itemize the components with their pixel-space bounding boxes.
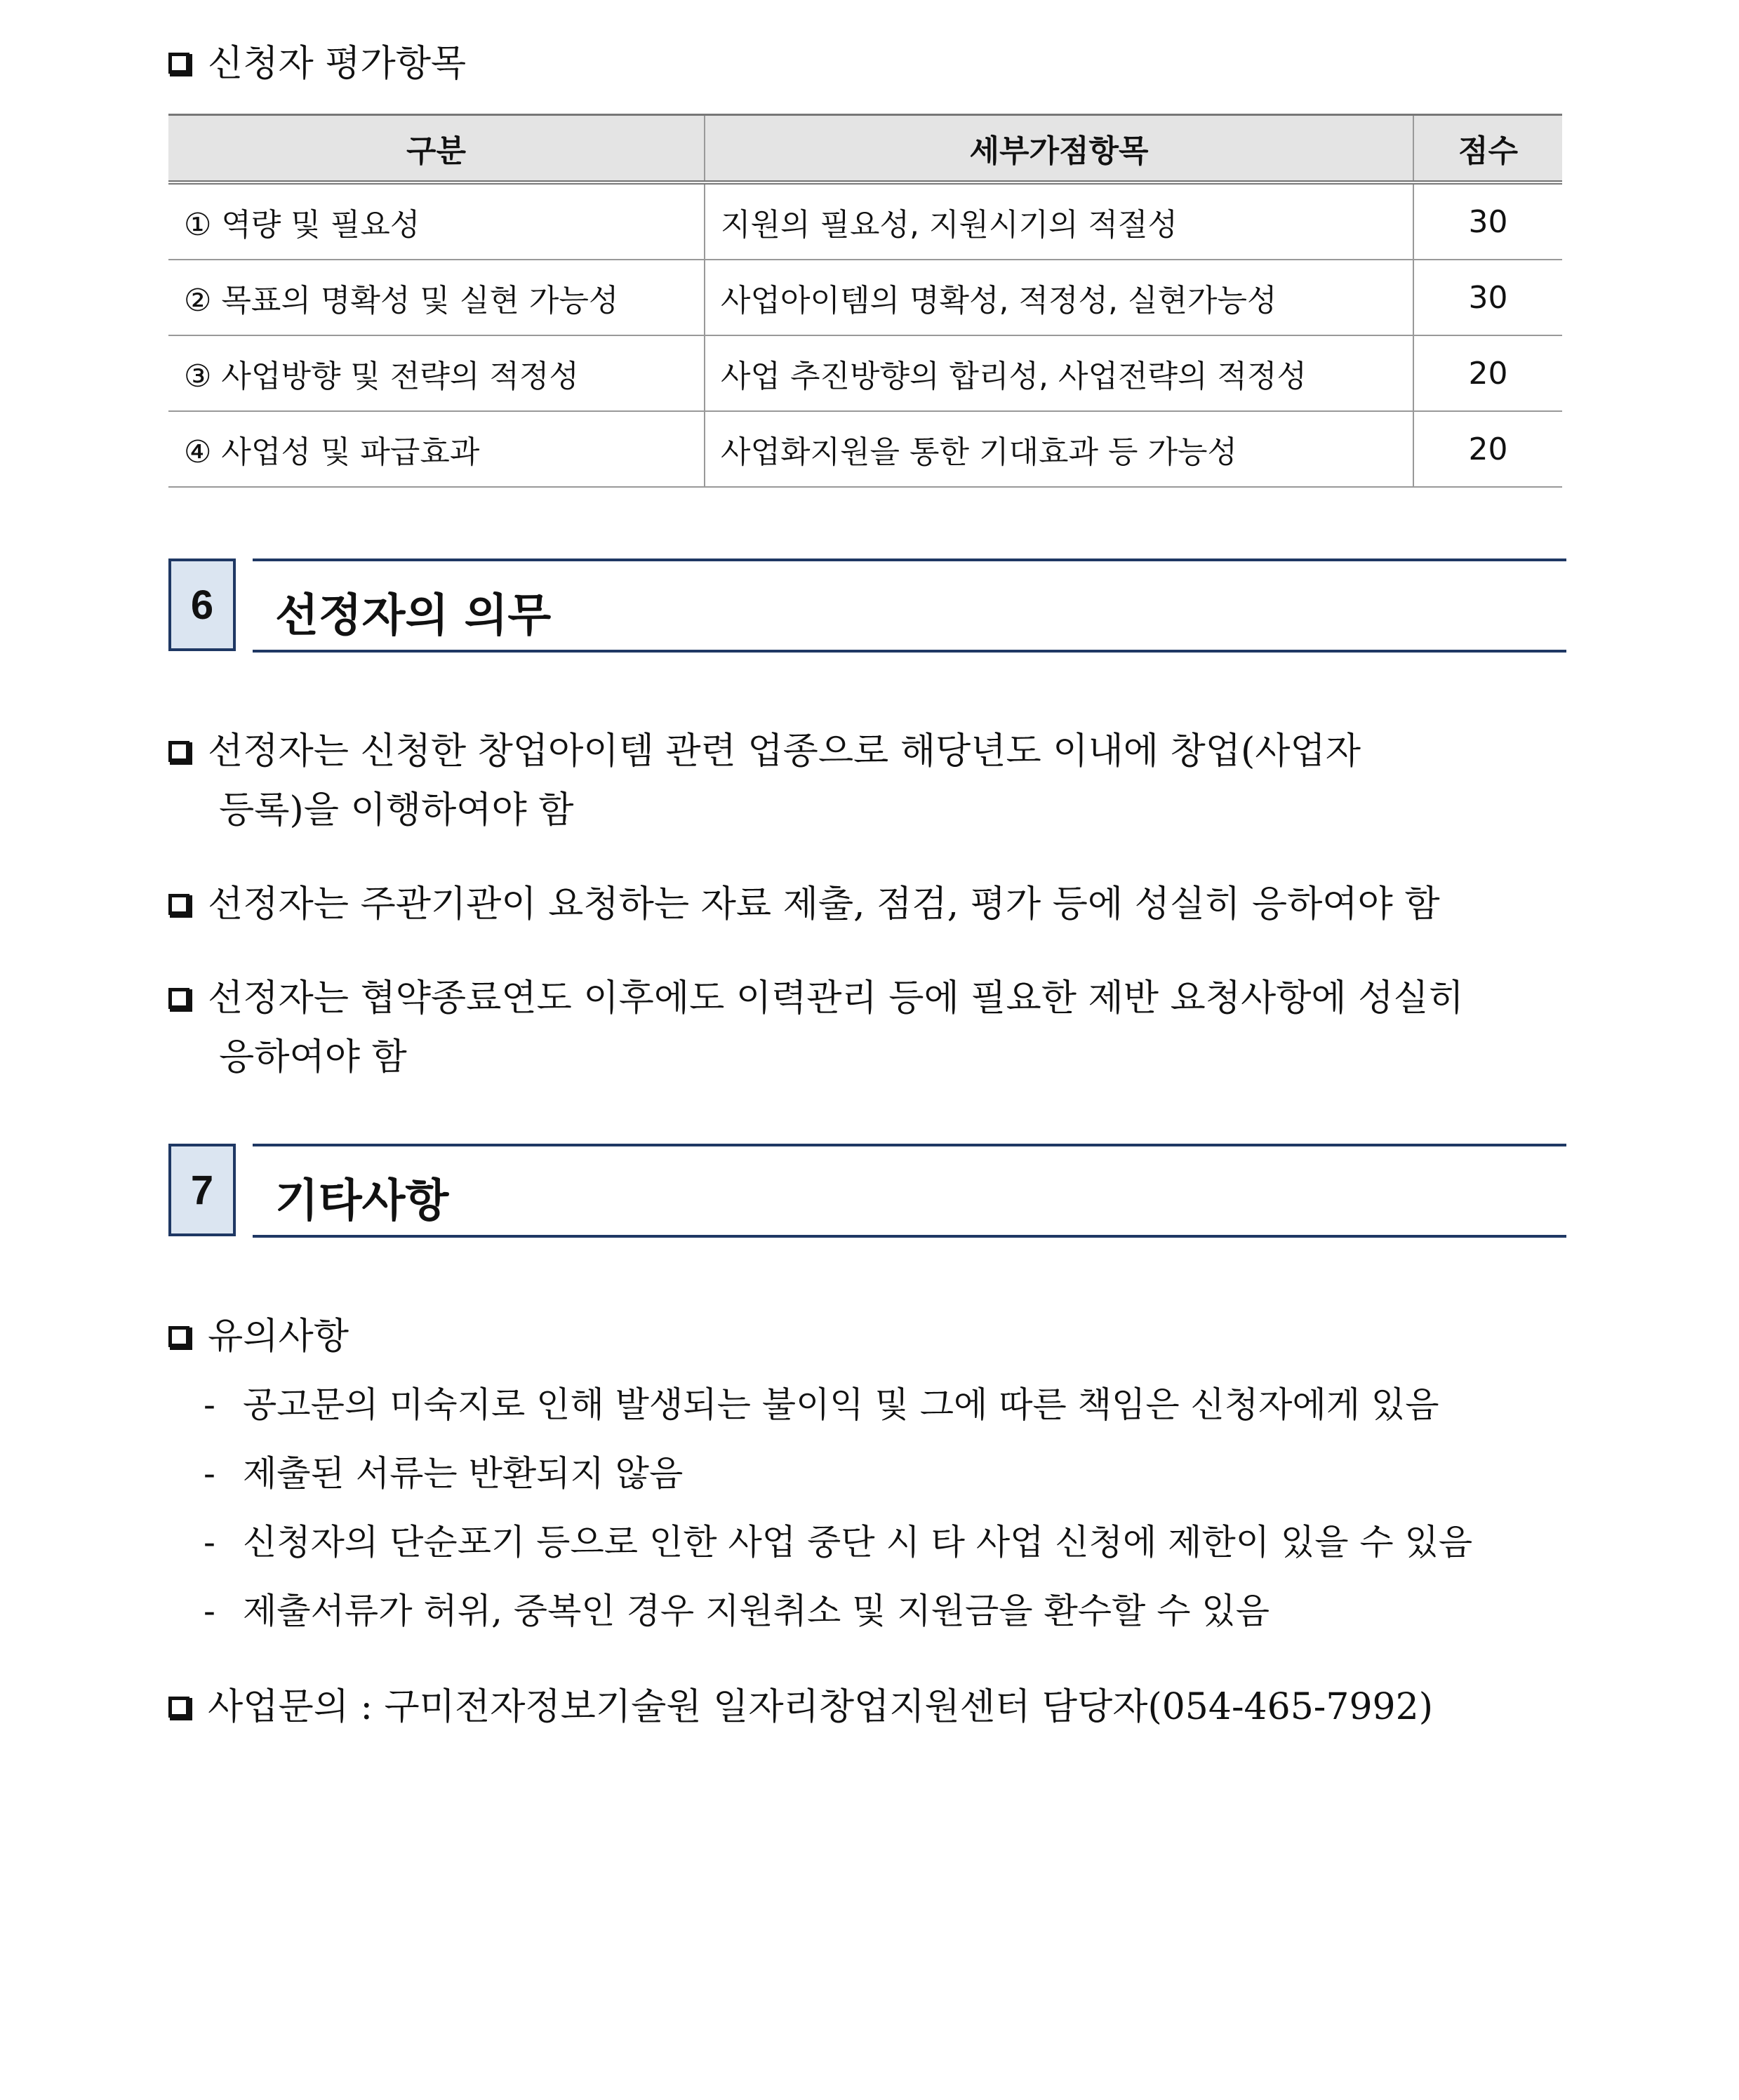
row-detail: 사업아이템의 명확성, 적정성, 실현가능성: [705, 260, 1413, 335]
checkbox-bullet-icon: [168, 894, 189, 915]
dash-marker: -: [204, 1453, 215, 1494]
eval-heading-text: 신청자 평가항목: [208, 43, 467, 85]
contact-line: [168, 1677, 1433, 1730]
note-text: 제출서류가 허위, 중복인 경우 지원취소 및 지원금을 환수할 수 있음: [243, 1591, 1270, 1631]
note-item: [204, 1377, 1439, 1427]
note-text: 공고문의 미숙지로 인해 발생되는 불이익 및 그에 따른 책임은 신청자에게 있음: [243, 1384, 1439, 1425]
table-row: [168, 260, 1562, 335]
contact-text: 사업문의 : 구미전자정보기술원 일자리창업지원센터 담당자(054-465-7992): [208, 1686, 1433, 1728]
notes-heading-text: 유의사항: [208, 1316, 349, 1358]
note-item: [204, 1514, 1472, 1565]
section6-item-2-line1: 선정자는 주관기관이 요청하는 자료 제출, 점검, 평가 등에 성실히 응하여야 함: [208, 883, 1440, 925]
row-category: ④ 사업성 및 파급효과: [168, 411, 705, 487]
section7-number-box: 7: [168, 1144, 236, 1236]
dash-marker: -: [204, 1522, 215, 1563]
section6-bottom-rule: [253, 650, 1566, 653]
note-text: 신청자의 단순포기 등으로 인한 사업 중단 시 타 사업 신청에 제한이 있을 수 있음: [243, 1522, 1473, 1563]
row-score: 30: [1413, 260, 1562, 335]
note-text: 제출된 서류는 반환되지 않음: [243, 1453, 684, 1494]
notes-heading: [168, 1306, 349, 1359]
col-header-category: 구분: [168, 115, 705, 183]
section6-item-1-line1: 선정자는 신청한 창업아이템 관련 업종으로 해당년도 이내에 창업(사업자: [208, 730, 1361, 773]
table-header-row: [168, 115, 1562, 183]
section6-item-1: [168, 721, 1361, 774]
section7-title: 기타사항: [275, 1175, 449, 1227]
checkbox-bullet-icon: [168, 741, 189, 762]
row-score: 20: [1413, 335, 1562, 411]
row-category: ③ 사업방향 및 전략의 적정성: [168, 335, 705, 411]
col-header-detail: 세부가점항목: [705, 115, 1413, 183]
section6-item-3: [168, 968, 1464, 1021]
col-header-score: 점수: [1413, 115, 1562, 183]
table-row: [168, 182, 1562, 260]
note-item: [204, 1445, 683, 1496]
row-detail: 사업 추진방향의 합리성, 사업전략의 적정성: [705, 335, 1413, 411]
checkbox-bullet-icon: [168, 53, 189, 74]
row-detail: 사업화지원을 통한 기대효과 등 가능성: [705, 411, 1413, 487]
row-detail: 지원의 필요성, 지원시기의 적절성: [705, 182, 1413, 260]
section6-number-box: 6: [168, 559, 236, 651]
table-row: [168, 411, 1562, 487]
section6-top-rule: [253, 559, 1566, 561]
dash-marker: -: [204, 1591, 215, 1631]
eval-table: [168, 114, 1562, 488]
section7-top-rule: [253, 1144, 1566, 1146]
eval-heading: [168, 34, 466, 86]
checkbox-bullet-icon: [168, 1697, 189, 1718]
row-score: 20: [1413, 411, 1562, 487]
section7-bottom-rule: [253, 1235, 1566, 1238]
table-row: [168, 335, 1562, 411]
section6-title: 선정자의 의무: [275, 590, 552, 642]
row-category: ① 역량 및 필요성: [168, 182, 705, 260]
section6-item-1-cont: 등록)을 이행하여야 함: [219, 789, 574, 831]
checkbox-bullet-icon: [168, 1326, 189, 1347]
section6-item-2: [168, 874, 1440, 927]
note-item: [204, 1583, 1270, 1633]
row-category: ② 목표의 명확성 및 실현 가능성: [168, 260, 705, 335]
row-score: 30: [1413, 182, 1562, 260]
dash-marker: -: [204, 1384, 215, 1425]
section6-item-3-line1: 선정자는 협약종료연도 이후에도 이력관리 등에 필요한 제반 요청사항에 성실히: [208, 977, 1464, 1019]
checkbox-bullet-icon: [168, 988, 189, 1009]
section6-item-3-cont: 응하여야 함: [219, 1036, 407, 1078]
